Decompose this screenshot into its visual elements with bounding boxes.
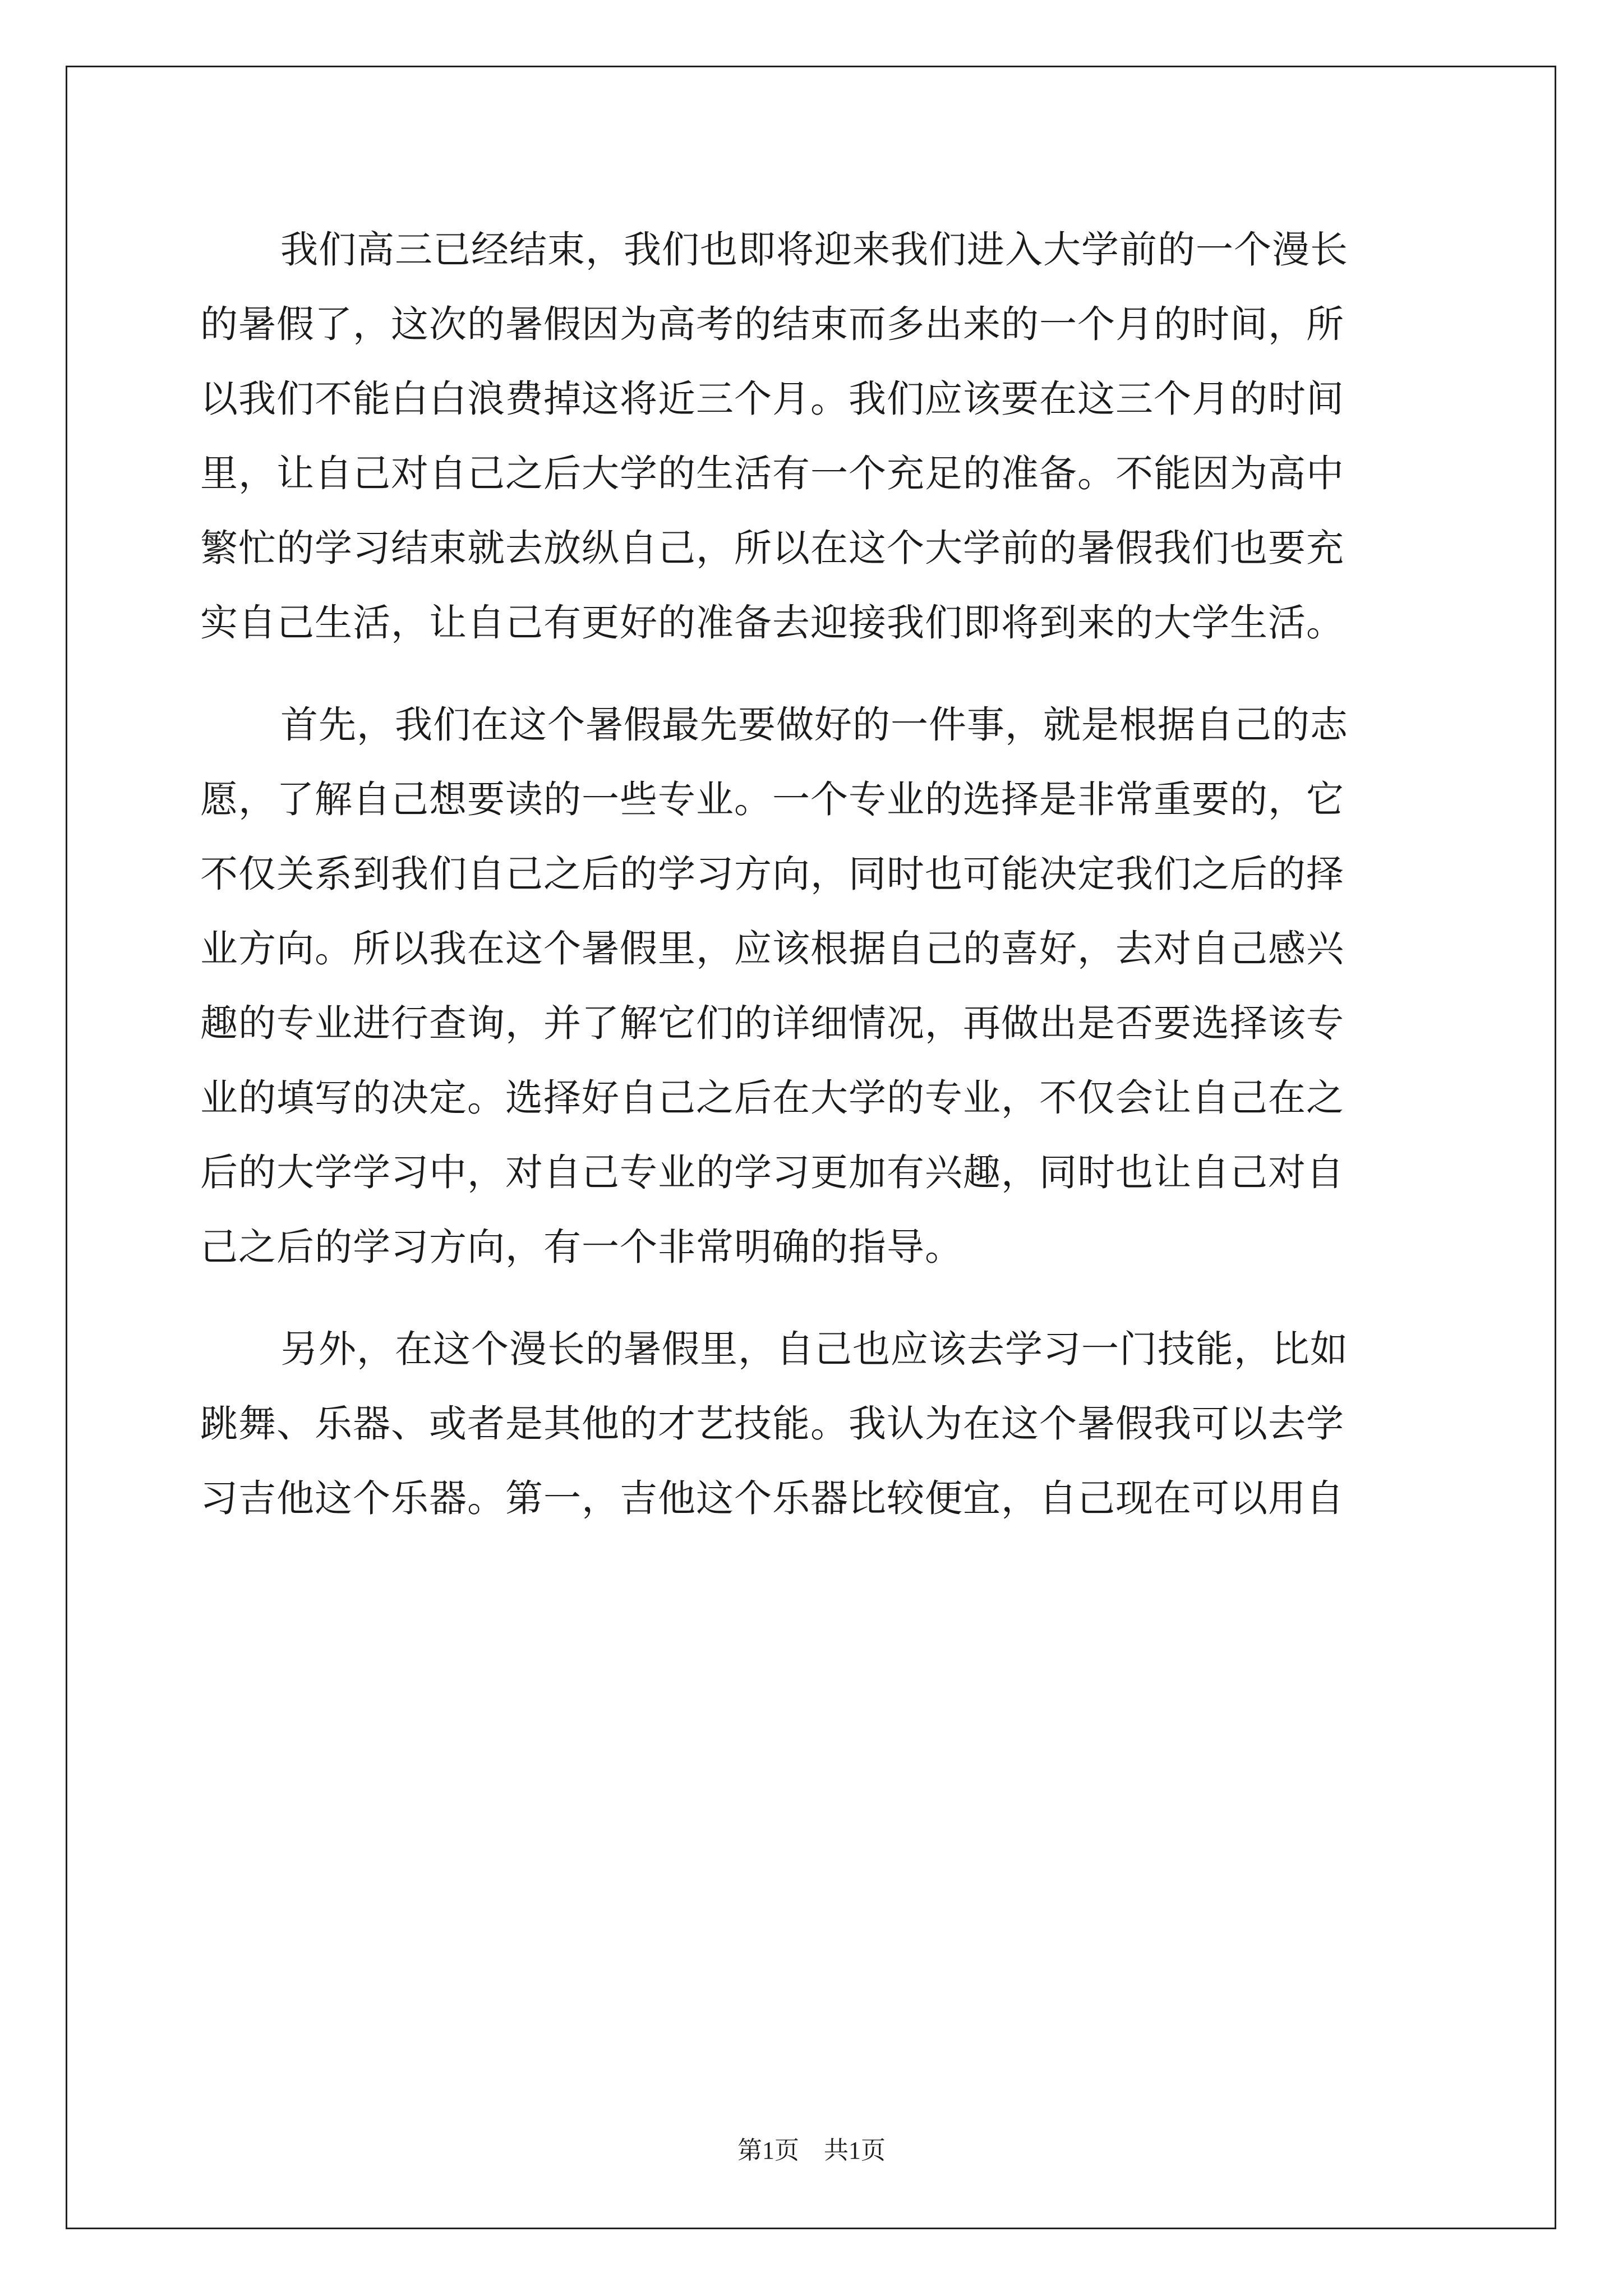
paragraph-1-line-5: 繁忙的学习结束就去放纵自己，所以在这个大学前的暑假我们也要充 [200, 526, 1344, 570]
paragraph-2-line-5: 趣的专业进行查询，并了解它们的详细情况，再做出是否要选择该专 [200, 1001, 1344, 1045]
paragraph-1-line-2: 的暑假了，这次的暑假因为高考的结束而多出来的一个月的时间，所 [200, 302, 1344, 346]
page-footer [0, 2138, 1623, 2163]
paragraph-2-line-4: 业方向。所以我在这个暑假里，应该根据自己的喜好，去对自己感兴 [200, 927, 1344, 970]
paragraph-1-line-3: 以我们不能白白浪费掉这将近三个月。我们应该要在这三个月的时间 [200, 377, 1344, 421]
paragraph-2-line-6: 业的填写的决定。选择好自己之后在大学的专业，不仅会让自己在之 [200, 1076, 1344, 1120]
page-number-label: 第1页 [737, 2137, 799, 2164]
paragraph-1-line-4: 里，让自己对自己之后大学的生活有一个充足的准备。不能因为高中 [200, 452, 1344, 495]
paragraph-2-line-2: 愿，了解自己想要读的一些专业。一个专业的选择是非常重要的，它 [200, 777, 1344, 821]
paragraph-2-line-7: 后的大学学习中，对自己专业的学习更加有兴趣，同时也让自己对自 [200, 1151, 1344, 1194]
page-total-label: 共1页 [824, 2137, 886, 2164]
paragraph-3-line-1: 另外，在这个漫长的暑假里，自己也应该去学习一门技能，比如 [280, 1327, 1348, 1371]
paragraph-1-line-6: 实自己生活，让自己有更好的准备去迎接我们即将到来的大学生活。 [200, 601, 1344, 645]
paragraph-3-line-3: 习吉他这个乐器。第一，吉他这个乐器比较便宜，自己现在可以用自 [200, 1476, 1344, 1520]
paragraph-3-line-2: 跳舞、乐器、或者是其他的才艺技能。我认为在这个暑假我可以去学 [200, 1402, 1344, 1446]
paragraph-1-line-1: 我们高三已经结束，我们也即将迎来我们进入大学前的一个漫长 [280, 228, 1348, 272]
paragraph-2-line-3: 不仅关系到我们自己之后的学习方向，同时也可能决定我们之后的择 [200, 852, 1344, 896]
paragraph-2-line-8: 己之后的学习方向，有一个非常明确的指导。 [200, 1225, 963, 1269]
paragraph-2-line-1: 首先，我们在这个暑假最先要做好的一件事，就是根据自己的志 [280, 703, 1348, 747]
